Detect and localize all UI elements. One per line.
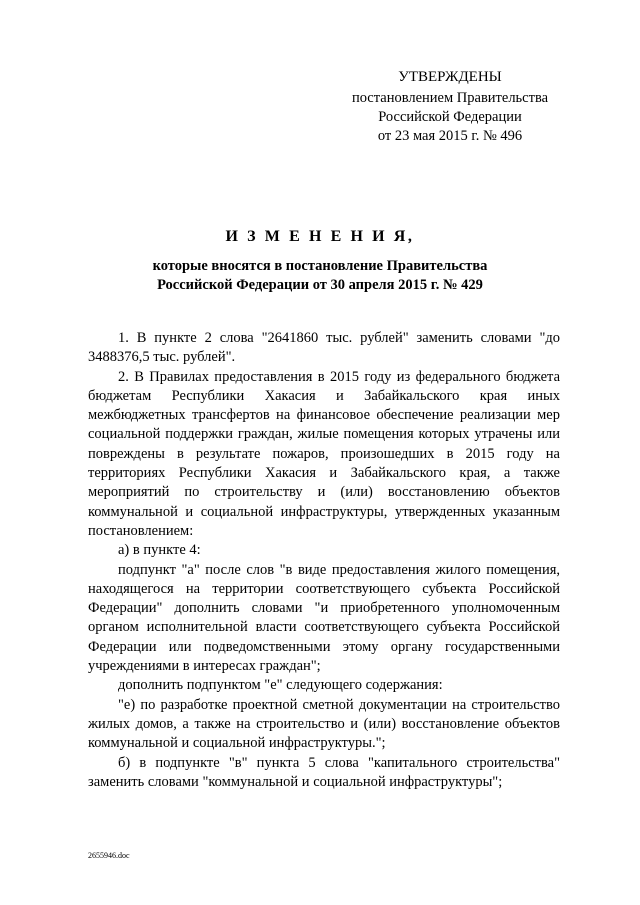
paragraph-5: дополнить подпунктом "е" следующего содержания:: [118, 677, 443, 694]
paragraph-4: подпункт "а" после слов "в виде предоставления жилого помещения, находящегося на территории соответствующего субъекта Российской Федерации" дополнить словами "и приобретенного уполномоченным органом исполнительной власти соответствующего субъекта Российской Федерации или подведомственными этому органу государственными учреждениями в интересах граждан";: [88, 561, 560, 675]
paragraph-3: а) в пункте 4:: [118, 542, 201, 559]
document-title: И З М Е Н Е Н И Я,: [225, 228, 415, 245]
paragraph-7: б) в подпункте "в" пункта 5 слова "капитального строительства" заменить словами "коммунальной и социальной инфраструктуры";: [88, 754, 560, 790]
paragraph-2: 2. В Правилах предоставления в 2015 году из федерального бюджета бюджетам Республики Хакасия и Забайкальского края иных межбюджетных трансфертов на финансовое обеспечение реализации мер социальной поддержки граждан, жилые помещения которых утрачены или повреждены в результате пожаров, произошедших в 2015 году на территориях Республики Хакасия и Забайкальского края, а также мероприятий по строительству и (или) восстановлению объектов коммунальной и социальной инфраструктуры, утвержденных указанным постановлением:: [88, 368, 560, 539]
footer-document-id: 2655946.doc: [88, 851, 130, 860]
paragraph-6: "е) по разработке проектной сметной документации на строительство жилых домов, а также на строительство и (или) восстановление объектов коммунальной и социальной инфраструктуры.";: [88, 696, 560, 752]
approval-block: [330, 68, 570, 146]
approval-heading: УТВЕРЖДЕНЫ: [398, 69, 502, 85]
subtitle-line-1: которые вносятся в постановление Правительства: [152, 258, 488, 274]
approval-line-date-number: от 23 мая 2015 г. № 496: [377, 128, 523, 144]
document-body: [88, 329, 560, 792]
paragraph-1: 1. В пункте 2 слова "2641860 тыс. рублей" заменить словами "до 3488376,5 тыс. рублей".: [88, 330, 560, 366]
approval-line-federation: Российской Федерации: [378, 109, 522, 125]
document-subtitle: [0, 257, 640, 295]
approval-line-resolution: постановлением Правительства: [351, 90, 549, 106]
subtitle-line-2: Российской Федерации от 30 апреля 2015 г. № 429: [157, 277, 483, 293]
